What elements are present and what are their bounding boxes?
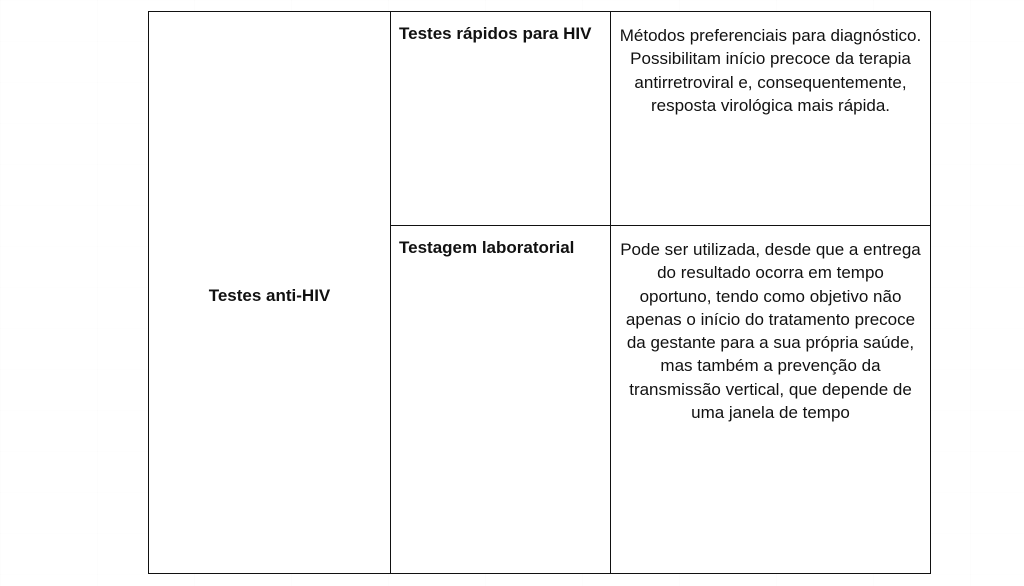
method-label: Testagem laboratorial [399,238,575,257]
method-cell-rapid-tests [391,12,611,226]
table-row [149,12,931,226]
document-table-container [148,11,930,573]
method-label: Testes rápidos para HIV [399,24,592,43]
description-cell-rapid-tests [611,12,931,226]
description-cell-laboratory-testing [611,226,931,574]
category-cell [149,12,391,574]
category-label: Testes anti-HIV [208,285,331,305]
description-text: Pode ser utilizada, desde que a entrega do resultado ocorra em tempo oportuno, tendo como objetivo não apenas o início do tratamento precoce da gestante para a sua própria saúde, mas também a prevenção da transmissão vertical, que depende de uma janela de tempo [620,240,921,423]
description-text: Métodos preferenciais para diagnóstico. Possibilitam início precoce da terapia antirretroviral e, consequentemente, resposta virológica mais rápida. [619,26,922,115]
hiv-testing-table [148,11,931,574]
method-cell-laboratory-testing [391,226,611,574]
